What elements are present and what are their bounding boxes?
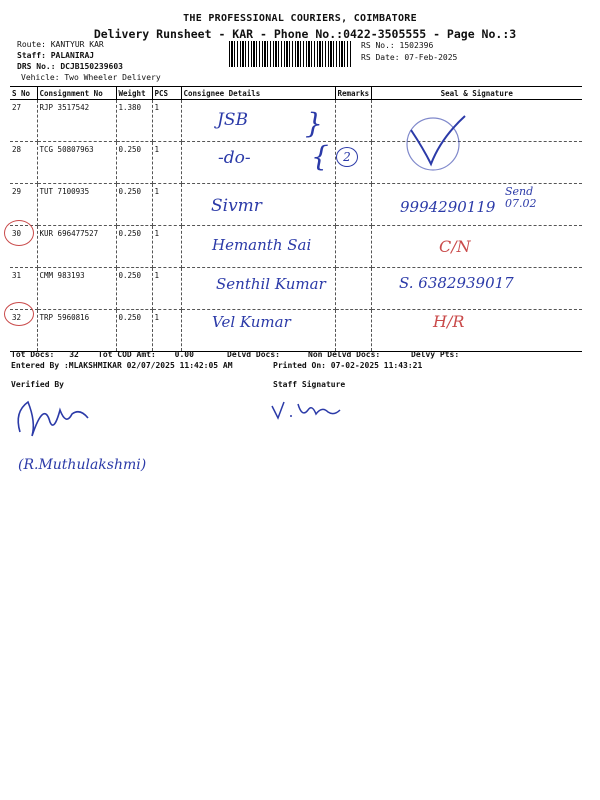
handwriting-note-29: Send 07.02 [505, 185, 537, 210]
cell-pcs: 1 [152, 310, 181, 352]
company-name: THE PROFESSIONAL COURIERS, COIMBATORE [183, 13, 417, 24]
non-delvd-docs: Non Delvd Docs: [308, 350, 381, 359]
brace-mark: { [311, 140, 329, 173]
col-seal-signature: Seal & Signature [371, 87, 582, 100]
entered-by: Entered By :MLAKSHMIKAR 02/07/2025 11:42:05 AM [11, 361, 233, 370]
cell-weight: 0.250 [116, 310, 152, 352]
col-weight: Weight [116, 87, 152, 100]
cell-pcs: 1 [152, 268, 181, 310]
handwriting-verifier-name: (R.Muthulakshmi) [18, 457, 147, 473]
handwriting-consignee-28: -do- [218, 148, 251, 168]
cell-consignment: CMM 983193 [37, 268, 116, 310]
rs-no-value: 1502396 [399, 41, 434, 50]
cell-pcs: 1 [152, 142, 181, 184]
handwriting-consignee-27: JSB [217, 110, 248, 130]
cell-pcs: 1 [152, 100, 181, 142]
runsheet-table [10, 86, 582, 352]
route-value: KANTYUR KAR [50, 40, 104, 49]
handwriting-phone-29: 9994290119 [400, 198, 496, 216]
handwriting-consignee-32: Vel Kumar [212, 313, 291, 331]
rs-no-label: RS No.: [361, 41, 395, 50]
cell-remarks [335, 184, 371, 226]
col-pcs: PCS [152, 87, 181, 100]
rs-no-line [361, 41, 433, 50]
tot-docs-label: Tot Docs: [11, 350, 55, 359]
tot-docs [11, 350, 79, 359]
staff-label: Staff: [17, 51, 46, 60]
handwriting-consignee-31: Senthil Kumar [216, 275, 326, 293]
tot-cod [98, 350, 194, 359]
handwriting-consignee-30: Hemanth Sai [212, 236, 312, 254]
staff-line [17, 51, 94, 60]
circled-two-mark: 2 [336, 147, 358, 167]
cell-remarks [335, 268, 371, 310]
cell-consignment: KUR 696477527 [37, 226, 116, 268]
cell-pcs: 1 [152, 226, 181, 268]
red-circle-mark [4, 302, 34, 326]
delvy-pts: Delvy Pts: [411, 350, 460, 359]
cell-sno: 30 [10, 226, 37, 268]
bracket-mark: } [305, 107, 323, 140]
drs-label: DRS No.: [17, 62, 56, 71]
cell-sno: 32 [10, 310, 37, 352]
route-label: Route: [17, 40, 46, 49]
cell-consignment: RJP 3517542 [37, 100, 116, 142]
table-row [10, 310, 582, 352]
cell-weight: 0.250 [116, 142, 152, 184]
route-line [17, 40, 104, 49]
handwriting-phone-31: S. 6382939017 [399, 274, 514, 292]
red-circle-mark [4, 220, 34, 246]
cell-consignment: TUT 7100935 [37, 184, 116, 226]
rs-date-label: RS Date: [361, 53, 400, 62]
cell-sno: 28 [10, 142, 37, 184]
cell-sno: 31 [10, 268, 37, 310]
cell-remarks [335, 310, 371, 352]
table-row [10, 100, 582, 142]
drs-value: DCJB150239603 [60, 62, 123, 71]
cell-weight: 0.250 [116, 226, 152, 268]
vehicle-label: Vehicle: [21, 73, 60, 82]
handwriting-remark-30: C/N [439, 237, 471, 256]
cell-weight: 0.250 [116, 268, 152, 310]
vehicle-line [21, 73, 161, 82]
checkmark-signature [393, 108, 473, 178]
cell-sno: 29 [10, 184, 37, 226]
cell-signature [371, 226, 582, 268]
rs-date-value: 07-Feb-2025 [404, 53, 458, 62]
runsheet-title: Delivery Runsheet - KAR - Phone No.:0422-3505555 - Page No.:3 [93, 27, 517, 41]
cell-consignment: TCG 50807963 [37, 142, 116, 184]
col-sno: S No [10, 87, 37, 100]
handwriting-consignee-29: Sivmr [211, 196, 262, 216]
col-consignee-details: Consignee Details [181, 87, 335, 100]
tot-cod-label: Tot COD Amt: [98, 350, 156, 359]
table-row [10, 184, 582, 226]
tot-docs-value: 32 [69, 350, 79, 359]
cell-weight: 1.380 [116, 100, 152, 142]
table-header-row [10, 87, 582, 100]
tot-cod-value: 0.00 [174, 350, 194, 359]
staff-value: PALANIRAJ [50, 51, 95, 60]
barcode-image [229, 41, 351, 67]
table-row [10, 142, 582, 184]
staff-signature-label: Staff Signature [273, 380, 346, 389]
cell-pcs: 1 [152, 184, 181, 226]
delvd-docs: Delvd Docs: [227, 350, 280, 359]
cell-signature [371, 310, 582, 352]
printed-on: Printed On: 07-02-2025 11:43:21 [273, 361, 423, 370]
rs-date-line [361, 53, 457, 62]
cell-remarks [335, 100, 371, 142]
col-consignment-no: Consignment No [37, 87, 116, 100]
handwriting-remark-32: H/R [433, 312, 465, 331]
verified-by-label: Verified By [11, 380, 64, 389]
col-remarks: Remarks [335, 87, 371, 100]
cell-remarks [335, 226, 371, 268]
vehicle-value: Two Wheeler Delivery [64, 73, 161, 82]
drs-line [17, 62, 123, 71]
cell-sno: 27 [10, 100, 37, 142]
cell-consignment: TRP 5960816 [37, 310, 116, 352]
staff-signature [268, 396, 348, 424]
verifier-signature [10, 392, 100, 442]
cell-weight: 0.250 [116, 184, 152, 226]
